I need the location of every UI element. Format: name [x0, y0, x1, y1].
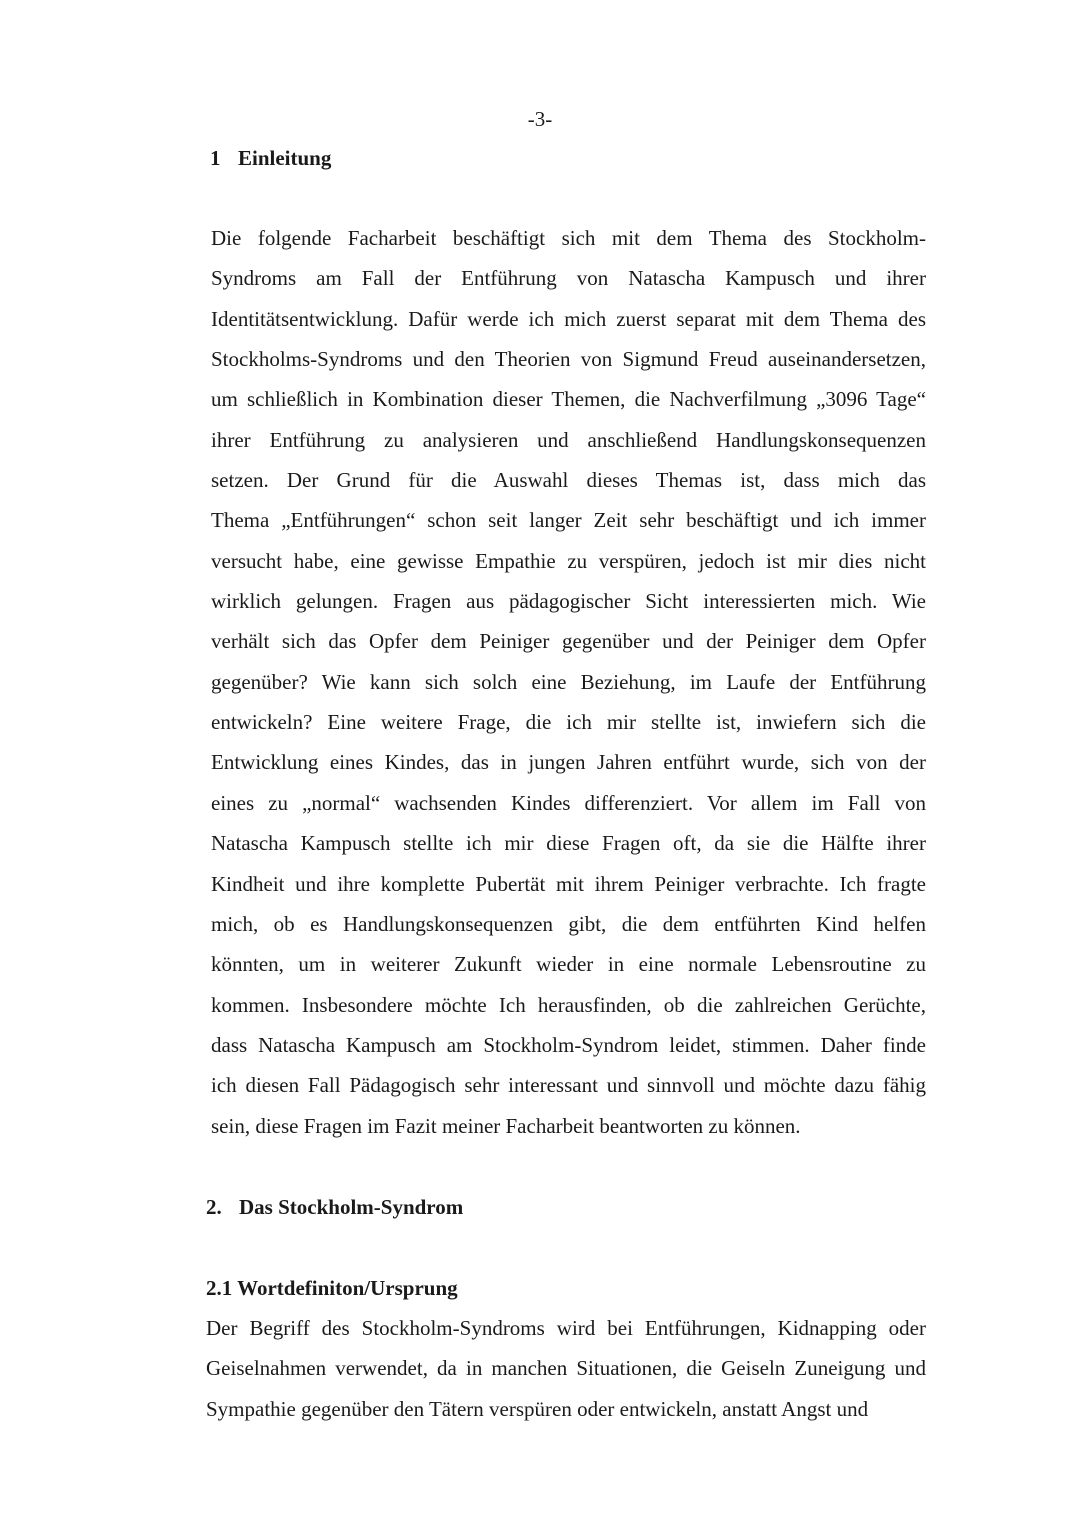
- text-line: dass Natascha Kampusch am Stockholm-Syndrom leidet, stimmen. Daher finde: [211, 1032, 926, 1057]
- text-line: sein, diese Fragen im Fazit meiner Facharbeit beantworten zu können.: [211, 1113, 801, 1138]
- text-line: könnten, um in weiterer Zukunft wieder in eine normale Lebensroutine zu: [211, 952, 926, 977]
- text-line: Stockholms-Syndroms und den Theorien von Sigmund Freud auseinandersetzen,: [211, 347, 926, 372]
- section-number: 2.: [206, 1195, 222, 1219]
- section-number: 1: [210, 146, 221, 170]
- section-heading-einleitung: [210, 145, 331, 171]
- text-line: Syndroms am Fall der Entführung von Natascha Kampusch und ihrer: [211, 266, 926, 291]
- text-line: Thema „Entführungen“ schon seit langer Zeit sehr beschäftigt und ich immer: [211, 508, 926, 533]
- subsection-heading-wortdefinition: 2.1 Wortdefiniton/Ursprung: [206, 1276, 458, 1300]
- intro-paragraph: [211, 218, 926, 1146]
- text-line: eines zu „normal“ wachsenden Kindes differenziert. Vor allem im Fall von: [211, 790, 926, 815]
- text-line: Die folgende Facharbeit beschäftigt sich mit dem Thema des Stockholm-: [211, 226, 926, 250]
- section-title: Einleitung: [238, 146, 332, 170]
- section-title: Das Stockholm-Syndrom: [239, 1195, 464, 1219]
- text-line: gegenüber? Wie kann sich solch eine Beziehung, im Laufe der Entführung: [211, 669, 926, 694]
- text-line: Entwicklung eines Kindes, das in jungen Jahren entführt wurde, sich von der: [211, 750, 926, 775]
- section-heading-stockholm-syndrom: [206, 1194, 463, 1220]
- text-line: ich diesen Fall Pädagogisch sehr interessant und sinnvoll und möchte dazu fähig: [211, 1073, 926, 1098]
- definition-paragraph: [206, 1308, 926, 1429]
- text-line: kommen. Insbesondere möchte Ich herausfinden, ob die zahlreichen Gerüchte,: [211, 992, 926, 1017]
- text-line: Natascha Kampusch stellte ich mir diese Fragen oft, da sie die Hälfte ihrer: [211, 831, 926, 856]
- text-line: mich, ob es Handlungskonsequenzen gibt, die dem entführten Kind helfen: [211, 911, 926, 936]
- text-line: Identitätsentwicklung. Dafür werde ich mich zuerst separat mit dem Thema des: [211, 306, 926, 331]
- text-line: setzen. Der Grund für die Auswahl dieses Themas ist, dass mich das: [211, 468, 926, 493]
- text-line: um schließlich in Kombination dieser Themen, die Nachverfilmung „3096 Tage“: [211, 387, 926, 412]
- text-line: entwickeln? Eine weitere Frage, die ich mir stellte ist, inwiefern sich die: [211, 710, 926, 735]
- page-number: -3-: [527, 107, 553, 131]
- text-line: versucht habe, eine gewisse Empathie zu verspüren, jedoch ist mir dies nicht: [211, 548, 926, 573]
- text-line: ihrer Entführung zu analysieren und anschließend Handlungskonsequenzen: [211, 427, 926, 452]
- text-line: verhält sich das Opfer dem Peiniger gegenüber und der Peiniger dem Opfer: [211, 629, 926, 654]
- text-line: Kindheit und ihre komplette Pubertät mit ihrem Peiniger verbrachte. Ich fragte: [211, 871, 926, 896]
- text-line: wirklich gelungen. Fragen aus pädagogischer Sicht interessierten mich. Wie: [211, 589, 926, 614]
- text-line: Geiselnahmen verwendet, da in manchen Situationen, die Geiseln Zuneigung und: [206, 1356, 926, 1381]
- text-line: Sympathie gegenüber den Tätern verspüren oder entwickeln, anstatt Angst und: [206, 1396, 869, 1421]
- text-line: Der Begriff des Stockholm-Syndroms wird bei Entführungen, Kidnapping oder: [206, 1316, 926, 1340]
